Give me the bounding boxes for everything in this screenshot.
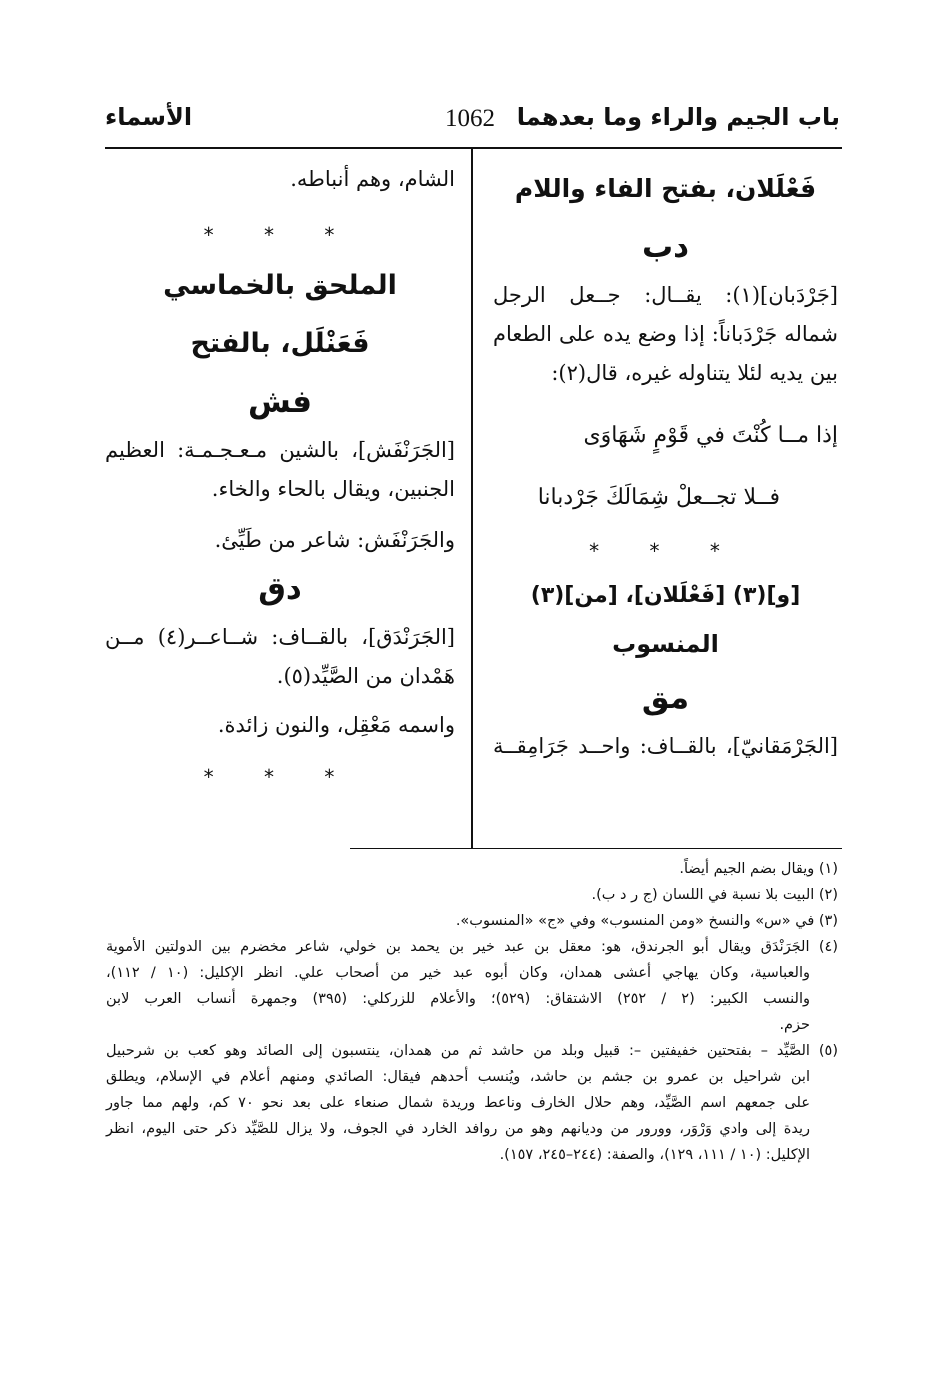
poem-verse-1: إذا مــا كُنْتَ في قَوْمٍ شَهَاوَى <box>583 423 838 448</box>
footnote-line: ريدة إلى وادي وَرْوَر، وورور من وديانهم وهو من روافد الخارد في الجوف، ولا يزال للصَّيِّد ذكر حتى اليوم، انظر <box>106 1121 810 1137</box>
footnote <box>106 856 838 882</box>
entry-line: [جَرْدَبان](١): يقــال: جــعل الرجل <box>493 283 838 307</box>
footnote-line: والنسب الكبير: (٢ / ٢٥٢) الاشتقاق: (٥٢٩)؛ والأعلام للزركلي: (٣٩٥) وجمهرة أنساب العرب لابن <box>106 991 811 1007</box>
root-heading: مق <box>641 680 690 716</box>
entry-line: الشام، وهم أنباطه. <box>290 167 455 191</box>
entry-line: هَمْدان من الصَّيِّد(٥). <box>276 664 455 688</box>
footnote-line: الإكليل: (١٠ / ١١١، ١٢٩)، والصفة: (٢٤٤–٢٤٥، ١٥٧). <box>499 1147 810 1163</box>
footnote-line: والعباسية، وكان يهاجي أعشى همدان، وكان أبوه عبد خير من أصحاب علي. انظر الإكليل: (١٠ / ١١٢)، <box>106 965 810 981</box>
entry-line: بين يديه لئلا يتناوله غيره، قال(٢): <box>551 361 838 385</box>
root-heading: دب <box>641 229 690 265</box>
footnotes <box>106 856 838 1168</box>
footnote <box>106 1038 838 1168</box>
footnote <box>106 908 838 934</box>
footnote-line: على جمعهم اسم الصَّيِّد، وهم حلال الخارف وناعط وريدة شمال صنعاء على بعد نحو ٧٠ كم، ولهم مما جاور <box>106 1095 810 1111</box>
footnote <box>106 934 838 1038</box>
footnote-line: حزم. <box>779 1017 810 1033</box>
footnote-line: (٢) البيت بلا نسبة في اللسان (ج ر د ب). <box>591 887 838 903</box>
entry-line: [الجَرْمَقانيّ]، بالقــاف: واحــد جَرَامِقــة <box>493 734 838 758</box>
section-title: الأسماء <box>105 103 193 131</box>
entry-line: [الجَرَنْدَق]، بالقــاف: شــاعــر(٤) مــن <box>105 625 455 649</box>
poem-verse-2: فــلا تجــعلْ شِمَالَكَ جَرْدبانا <box>537 485 780 510</box>
root-heading: دق <box>258 571 302 607</box>
page-header <box>105 103 840 141</box>
entry-line: واسمه مَعْقِل، والنون زائدة. <box>217 713 455 737</box>
pattern-heading: فَعَنْلَل، بالفتح <box>190 328 370 359</box>
chapter-title: باب الجيم والراء وما بعدهما <box>516 103 840 131</box>
separator-stars: * * * <box>203 223 357 247</box>
pattern-heading: [و](٣) [فَعْلَلان]، [من](٣) <box>530 583 801 608</box>
header-rule <box>105 147 842 149</box>
entry-line: شماله جَرْدَباناً: إذا وضع يده على الطعام <box>493 322 838 346</box>
section-heading: المنسوب <box>612 630 719 658</box>
separator-stars: * * * <box>203 765 357 789</box>
root-heading: فش <box>247 384 313 420</box>
left-column <box>105 160 455 799</box>
right-column <box>493 160 838 766</box>
footnote-line: ابن شراحيل بن عمرو بن جشم بن حاشد، ويُنسب أحدهم فيقال: الصائدي ومنهم أعلام في الإسلام، ويطلق <box>106 1069 810 1085</box>
footnote <box>106 882 838 908</box>
section-heading: الملحق بالخماسي <box>163 270 397 301</box>
entry-line: [الجَرَنْفَش]، بالشين مـعـجـمـة: العظيم <box>105 438 455 462</box>
separator-stars: * * * <box>589 539 742 563</box>
footnote-line: (١) ويقال بضم الجيم أيضاً. <box>679 861 838 877</box>
entry-line: والجَرَنْفَش: شاعر من طَيِّئ. <box>214 528 455 552</box>
column-divider <box>471 148 473 848</box>
footnote-line: (٤) الجَرَنْدَق ويقال أبو الجرندق، هو: معقل بن عبد خير بن يحمد بن خولي، شاعر مخضرم بين الدولتين الأموية <box>106 939 838 955</box>
pattern-heading: فَعْلَلان، بفتح الفاء واللام <box>514 174 817 203</box>
footnote-line: (٣) في «س» والنسخ «ومن المنسوب» وفي «ج» «المنسوب». <box>455 913 838 929</box>
page-number: 1062 <box>445 105 495 132</box>
footnote-rule <box>350 848 842 849</box>
footnote-line: (٥) الصَّيِّد – بفتحتين خفيفتين –: قبيل وبلد من حاشد ثم من همدان، ينتسبون إلى الصائد وهو كعب بن شرحبيل <box>106 1043 838 1059</box>
entry-line: الجنبين، ويقال بالحاء والخاء. <box>211 477 455 501</box>
